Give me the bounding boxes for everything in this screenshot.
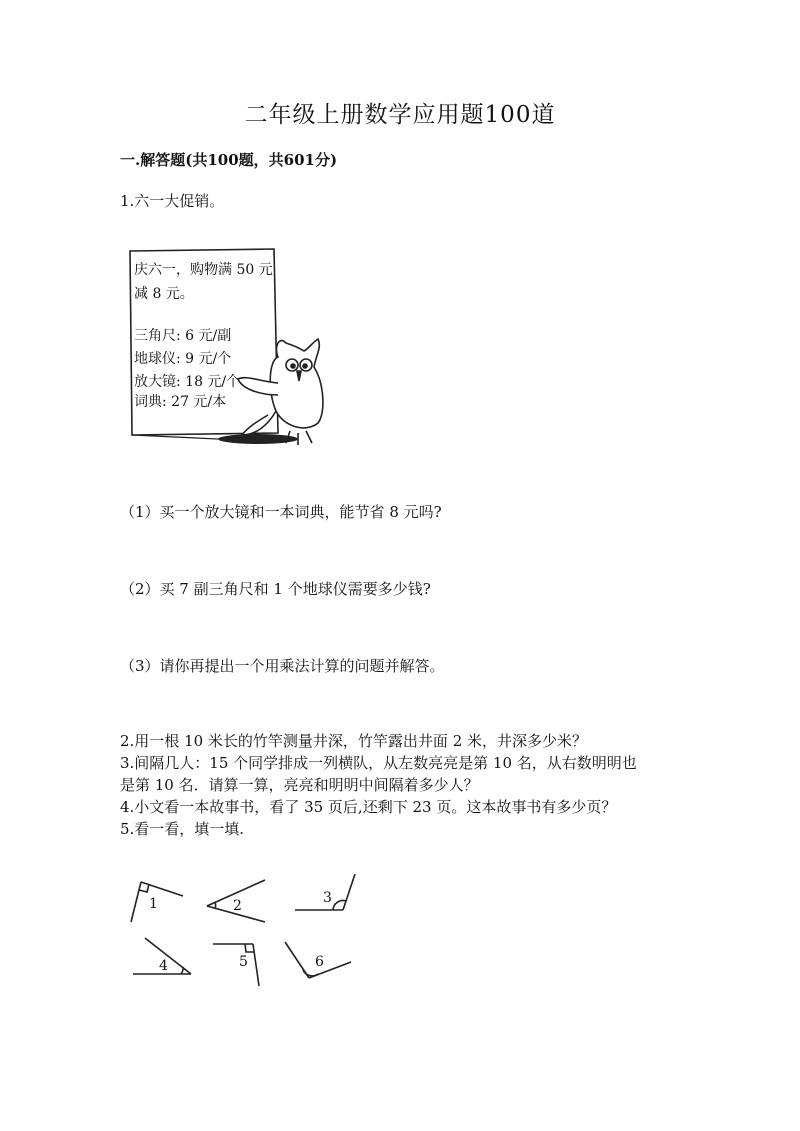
angle-5 bbox=[213, 944, 259, 986]
angle-label-1: 1 bbox=[149, 896, 158, 912]
angle-label-3: 3 bbox=[323, 890, 332, 906]
angle-label-6: 6 bbox=[315, 954, 324, 970]
question-5: 5.看一看，填一填. bbox=[120, 820, 245, 838]
angle-label-5: 5 bbox=[239, 954, 248, 970]
angle-label-4: 4 bbox=[159, 958, 168, 974]
poster-line-1: 庆六一，购物满 50 元 bbox=[134, 262, 273, 278]
poster-line-2: 减 8 元。 bbox=[134, 286, 194, 302]
section-heading: 一.解答题(共100题，共601分) bbox=[120, 151, 338, 169]
angles-figure bbox=[125, 868, 365, 986]
promotion-poster-figure bbox=[118, 243, 330, 465]
poster-item-4: 词典: 27 元/本 bbox=[134, 394, 227, 410]
question-4: 4.小文看一本故事书，看了 35 页后,还剩下 23 页。这本故事书有多少页？ bbox=[120, 798, 617, 816]
question-1-sub-1: （1）买一个放大镜和一本词典，能节省 8 元吗? bbox=[120, 503, 442, 521]
page-title: 二年级上册数学应用题100道 bbox=[244, 102, 556, 128]
question-3-line-1: 3.间隔几人：15 个同学排成一列横队，从左数亮亮是第 10 名，从右数明明也 bbox=[120, 754, 637, 772]
poster-item-2: 地球仪: 9 元/个 bbox=[134, 351, 232, 367]
question-1-sub-3: （3）请你再提出一个用乘法计算的问题并解答。 bbox=[120, 657, 445, 675]
question-3-line-2: 是第 10 名．请算一算，亮亮和明明中间隔着多少人？ bbox=[120, 776, 479, 794]
poster-item-3: 放大镜: 18 元/个 bbox=[134, 374, 241, 390]
poster-item-1: 三角尺: 6 元/副 bbox=[134, 328, 232, 344]
angle-label-2: 2 bbox=[233, 898, 242, 914]
question-1-stem: 1.六一大促销。 bbox=[120, 192, 225, 210]
question-1-sub-2: （2）买 7 副三角尺和 1 个地球仪需要多少钱? bbox=[120, 580, 431, 598]
question-2: 2.用一根 10 米长的竹竿测量井深，竹竿露出井面 2 米，井深多少米？ bbox=[120, 732, 588, 750]
